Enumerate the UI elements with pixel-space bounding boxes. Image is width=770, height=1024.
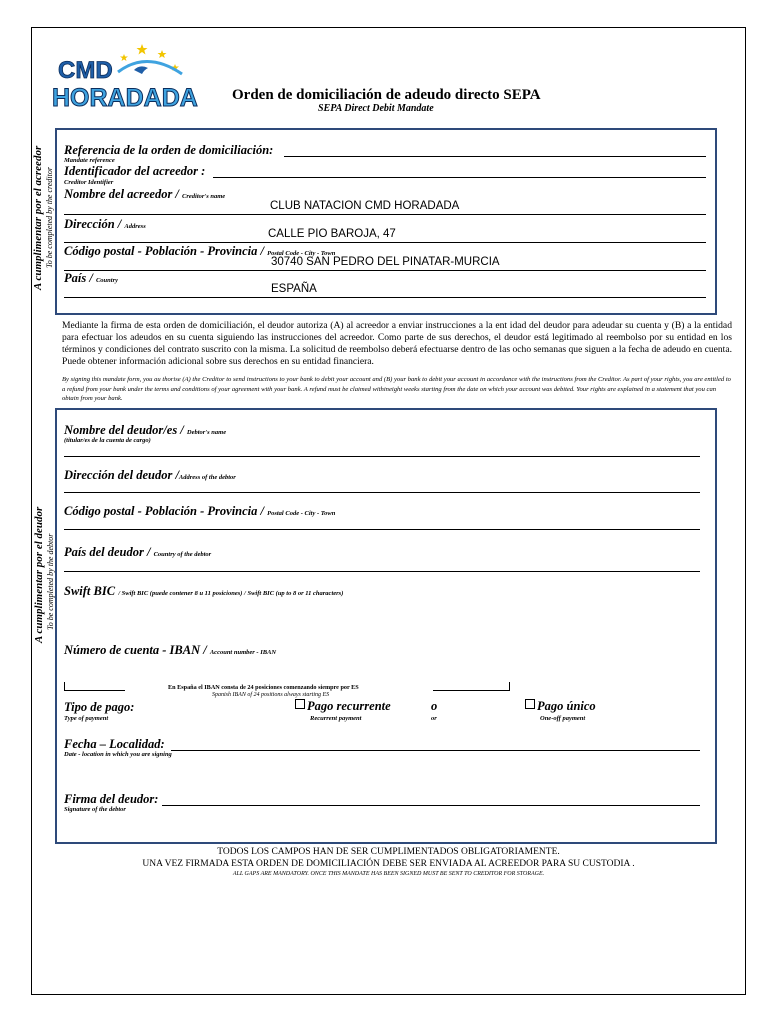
one-off-payment-label: Pago único bbox=[537, 699, 596, 713]
creditor-address-label-text: Dirección / bbox=[64, 217, 125, 231]
swift-label bbox=[64, 584, 343, 599]
creditor-address-value: CALLE PIO BAROJA, 47 bbox=[268, 228, 396, 240]
footer-line-1: TODOS LOS CAMPOS HAN DE SER CUMPLIMENTADOS OBLIGATORIAMENTE. bbox=[217, 847, 560, 857]
debtor-country-sub: Country of the debtor bbox=[153, 551, 212, 558]
iban-note: En España el IBAN consta de 24 posiciones comenzando siempre por ES bbox=[168, 684, 359, 691]
creditor-name-value: CLUB NATACION CMD HORADADA bbox=[270, 200, 460, 212]
debtor-country-label-text: País del deudor / bbox=[64, 545, 154, 559]
mandate-ref-field[interactable] bbox=[284, 156, 706, 157]
debtor-country-label bbox=[64, 545, 211, 560]
debtor-name-label-text: Nombre del deudor/es / bbox=[64, 423, 187, 437]
signature-label: Firma del deudor: bbox=[64, 792, 159, 806]
iban-field-left[interactable] bbox=[64, 682, 125, 691]
debtor-postal-label bbox=[64, 504, 335, 519]
mandate-ref-label: Referencia de la orden de domiciliación: bbox=[64, 143, 274, 157]
creditor-name-sub: Creditor's name bbox=[182, 193, 226, 200]
payment-type-label: Tipo de pago: bbox=[64, 700, 135, 714]
debtor-name-label bbox=[64, 423, 226, 438]
creditor-name-label bbox=[64, 187, 225, 202]
debtor-address-field[interactable] bbox=[64, 492, 700, 493]
creditor-side-label-en: To be completed by the creditor bbox=[45, 167, 54, 268]
debtor-side-label: A cumplimentar por el deudor bbox=[33, 506, 45, 643]
one-off-payment-checkbox[interactable] bbox=[525, 699, 535, 709]
one-off-payment-sub: One-off payment bbox=[540, 715, 586, 722]
signature-field[interactable] bbox=[162, 805, 700, 806]
recurrent-payment-checkbox[interactable] bbox=[295, 699, 305, 709]
mandate-ref-sub: Mandate reference bbox=[64, 157, 115, 164]
debtor-name-sub: Debtor's name bbox=[186, 429, 227, 436]
payment-type-sub: Type of payment bbox=[64, 715, 109, 722]
page-subtitle: SEPA Direct Debit Mandate bbox=[318, 103, 434, 114]
debtor-country-field[interactable] bbox=[64, 571, 700, 572]
mandate-text-en: By signing this mandate form, you au thorise (A) the Creditor to send instructions to your bank to debit your account and (B) your bank to debit your account in accordance with the instructions from the Creditor. As part of your rights, you are entitled to a refund from your bank under the terms and conditions of your agreement with your bank. A refund must be claimed withineight weeks starting from the date on which your account was debited. Your rights are explained in a statement that you can obtain from your bank. bbox=[62, 376, 731, 402]
or-label: o bbox=[431, 699, 438, 713]
iban-label bbox=[64, 643, 276, 658]
creditor-id-label: Identificador del acreedor : bbox=[64, 164, 206, 178]
creditor-name-field[interactable] bbox=[64, 214, 706, 215]
swift-sub: / Swift BIC (puede contener 8 u 11 posiciones) / Swift BIC (up to 8 or 11 characters) bbox=[118, 590, 344, 597]
footer-line-3: ALL GAPS ARE MANDATORY. ONCE THIS MANDATE HAS BEEN SIGNED MUST BE SENT TO CREDITOR FOR STORAGE. bbox=[232, 871, 545, 877]
debtor-postal-field[interactable] bbox=[64, 529, 700, 530]
creditor-country-value: ESPAÑA bbox=[271, 283, 317, 295]
debtor-address-sub: Address of the debtor bbox=[178, 474, 236, 481]
iban-label-text: Número de cuenta - IBAN / bbox=[64, 643, 210, 657]
creditor-postal-label-text: Código postal - Población - Provincia / bbox=[64, 244, 268, 258]
svg-text:CMD: CMD bbox=[58, 57, 113, 84]
date-location-field[interactable] bbox=[171, 750, 700, 751]
page-title: Orden de domiciliación de adeudo directo SEPA bbox=[232, 87, 541, 103]
creditor-id-field[interactable] bbox=[213, 177, 706, 178]
debtor-side-label-en: To be completed by the debtor bbox=[46, 533, 55, 630]
debtor-postal-sub: Postal Code - City - Town bbox=[267, 510, 336, 517]
creditor-country-sub: Country bbox=[95, 277, 118, 284]
logo-graphic bbox=[52, 40, 210, 114]
cmd-horadada-logo bbox=[52, 40, 210, 114]
mandate-text-es: Mediante la firma de esta orden de domiciliación, el deudor autoriza (A) al acreedor a enviar instrucciones a la ent idad del deudor para adeudar su cuenta y (B) a la entidad para efectuar los adeudos en su cuenta siguiendo las instrucciones del acreedor. Como parte de sus derechos, el deudor está legitimado al reembolso por su entidad en los términos y condiciones del contrato suscrito con la misma. La solicitud de reembolso deberá efectuarse dentro de las ocho semanas que siguen a la fecha de adeudo en cuenta. Puede obtener información adicional sobre sus derechos en su entidad financiera. bbox=[62, 320, 732, 367]
creditor-id-sub: Creditor Identifier bbox=[64, 179, 114, 186]
creditor-address-label bbox=[64, 217, 146, 232]
footer-line-2: UNA VEZ FIRMADA ESTA ORDEN DE DOMICILIACIÓN DEBE SER ENVIADA AL ACREEDOR PARA SU CUSTODIA . bbox=[142, 859, 635, 869]
creditor-name-label-text: Nombre del acreedor / bbox=[64, 187, 183, 201]
creditor-address-sub: Address bbox=[124, 223, 146, 230]
iban-sub: Account number - IBAN bbox=[209, 649, 277, 656]
or-sub: or bbox=[431, 715, 437, 722]
svg-text:HORADADA: HORADADA bbox=[52, 84, 198, 112]
creditor-side-label: A cumplimentar por el acreedor bbox=[32, 145, 44, 290]
swift-label-text: Swift BIC bbox=[64, 584, 119, 598]
iban-field-right[interactable] bbox=[433, 682, 510, 691]
date-location-label: Fecha – Localidad: bbox=[64, 737, 165, 751]
debtor-postal-label-text: Código postal - Población - Provincia / bbox=[64, 504, 268, 518]
creditor-address-field[interactable] bbox=[64, 242, 706, 243]
iban-note-en: Spanish IBAN of 24 positions always starting ES bbox=[212, 692, 330, 698]
creditor-postal-field[interactable] bbox=[64, 270, 706, 271]
signature-sub: Signature of the debtor bbox=[64, 806, 126, 813]
debtor-address-label-text: Dirección del deudor / bbox=[64, 468, 179, 482]
creditor-postal-value: 30740 SAN PEDRO DEL PINATAR-MURCIA bbox=[271, 256, 500, 268]
creditor-country-field[interactable] bbox=[64, 297, 706, 298]
debtor-address-label bbox=[64, 468, 236, 483]
date-location-sub: Date - location in which you are signing bbox=[64, 751, 172, 758]
debtor-name-field[interactable] bbox=[64, 456, 700, 457]
creditor-country-label bbox=[64, 271, 118, 286]
swift-field[interactable] bbox=[64, 625, 700, 626]
creditor-postal-sub: Postal Code - City - Town bbox=[267, 250, 336, 257]
debtor-name-note: (titular/es de la cuenta de cargo) bbox=[64, 437, 151, 444]
recurrent-payment-label: Pago recurrente bbox=[307, 699, 391, 713]
recurrent-payment-sub: Recurrent payment bbox=[310, 715, 362, 722]
creditor-country-label-text: País / bbox=[64, 271, 96, 285]
